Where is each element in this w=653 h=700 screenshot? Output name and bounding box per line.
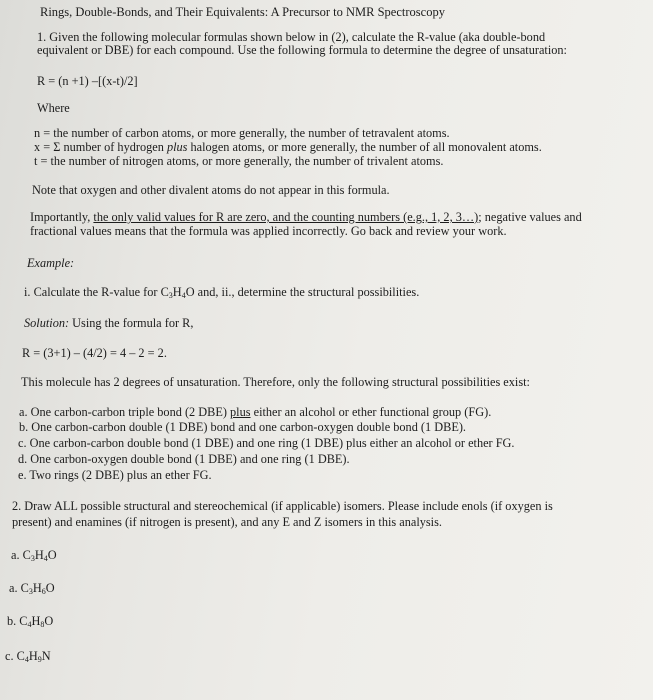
def-t: t = the number of nitrogen atoms, or more generally, the number of trivalent atoms.: [34, 154, 444, 168]
formula-item-sub-2: 9: [37, 655, 42, 664]
option-a-plus: plus: [230, 405, 251, 419]
example-question: [24, 285, 419, 299]
formula-item: [7, 614, 53, 628]
formula-item-h: H: [31, 614, 41, 628]
formula-item-sub-1: 4: [27, 620, 32, 629]
formula-item-sub-2: 6: [41, 587, 46, 596]
formula-item-prefix: a. C: [11, 548, 31, 562]
option-a-part-2: either an alcohol or ether functional group (FG).: [250, 405, 492, 419]
formula-item-prefix: b. C: [7, 614, 28, 628]
q1-line-1: 1. Given the following molecular formulas shown below in (2), calculate the R-value (aka double-bond: [37, 30, 546, 44]
q1-line-2: equivalent or DBE) for each compound. Use the following formula to determine the degree of unsaturation:: [37, 43, 567, 57]
example-question-h: H: [172, 285, 182, 299]
formula-item-h: H: [32, 581, 42, 595]
solution-label: Solution:: [24, 316, 70, 330]
formula-item-sub-2: 4: [43, 554, 48, 563]
def-x: [34, 140, 542, 154]
q2-line-1: 2. Draw ALL possible structural and stereochemical (if applicable) isomers. Please include enols (if oxygen is: [12, 499, 553, 513]
formula-item: [9, 581, 55, 595]
option-a: [19, 405, 491, 419]
important-prefix: Importantly,: [30, 210, 94, 224]
def-n: n = the number of carbon atoms, or more generally, the number of tetravalent atoms.: [34, 126, 450, 140]
solution-line: [24, 316, 193, 330]
example-question-suffix: O and, ii., determine the structural possibilities.: [185, 285, 420, 299]
formula-item-sub-2: 8: [40, 620, 45, 629]
option-a-part-1: a. One carbon-carbon triple bond (2 DBE): [19, 405, 231, 419]
q2-line-2: present) and enamines (if nitrogen is present), and any E and Z isomers in this analysis.: [12, 515, 442, 529]
def-x-part-2: halogen atoms, or more generally, the number of all monovalent atoms.: [187, 140, 542, 154]
solution-text: Using the formula for R,: [69, 316, 194, 330]
option-d: d. One carbon-oxygen double bond (1 DBE) and one ring (1 DBE).: [18, 452, 350, 466]
formula-item-end: O: [47, 548, 57, 562]
option-c: c. One carbon-carbon double bond (1 DBE) and one ring (1 DBE) plus either an alcohol or ether FG.: [18, 436, 515, 450]
formula-item-sub-1: 4: [24, 655, 29, 664]
important-line-2: fractional values means that the formula was applied incorrectly. Go back and review your work.: [30, 224, 507, 238]
option-e: e. Two rings (2 DBE) plus an ether FG.: [18, 468, 212, 482]
option-b: b. One carbon-carbon double (1 DBE) bond and one carbon-oxygen double bond (1 DBE).: [19, 420, 467, 434]
def-x-plus: plus: [166, 140, 188, 154]
example-label: [27, 256, 74, 270]
example-label-text: Example:: [27, 256, 75, 270]
formula-item: [5, 649, 51, 663]
formula-item-end: N: [41, 649, 51, 663]
unsaturation-statement: This molecule has 2 degrees of unsaturation. Therefore, only the following structural possibilities exist:: [21, 375, 530, 389]
oxygen-note: Note that oxygen and other divalent atoms do not appear in this formula.: [32, 183, 390, 197]
page-title: Rings, Double-Bonds, and Their Equivalents: A Precursor to NMR Spectroscopy: [40, 5, 445, 19]
formula-item-h: H: [28, 649, 38, 663]
r-formula: R = (n +1) –[(x-t)/2]: [37, 74, 138, 88]
r-calculation: R = (3+1) – (4/2) = 4 – 2 = 2.: [22, 346, 167, 360]
example-question-sub-2: 4: [181, 291, 186, 300]
formula-item-prefix: a. C: [9, 581, 29, 595]
example-question-sub-1: 3: [168, 291, 173, 300]
formula-item-end: O: [44, 614, 54, 628]
formula-item-h: H: [34, 548, 44, 562]
example-question-prefix: i. Calculate the R-value for C: [24, 285, 169, 299]
formula-item-sub-1: 3: [30, 554, 35, 563]
def-x-part-1: x = Σ number of hydrogen: [34, 140, 167, 154]
formula-item-prefix: c. C: [5, 649, 25, 663]
formula-item-end: O: [45, 581, 55, 595]
formula-item-sub-1: 3: [28, 587, 33, 596]
important-valid-values: the only valid values for R are zero, and the counting numbers (e.g., 1, 2, 3…): [93, 210, 479, 224]
where-label: Where: [37, 101, 70, 115]
important-suffix: ; negative values and: [478, 210, 582, 224]
important-line-1: [30, 210, 582, 224]
formula-item: [11, 548, 57, 562]
